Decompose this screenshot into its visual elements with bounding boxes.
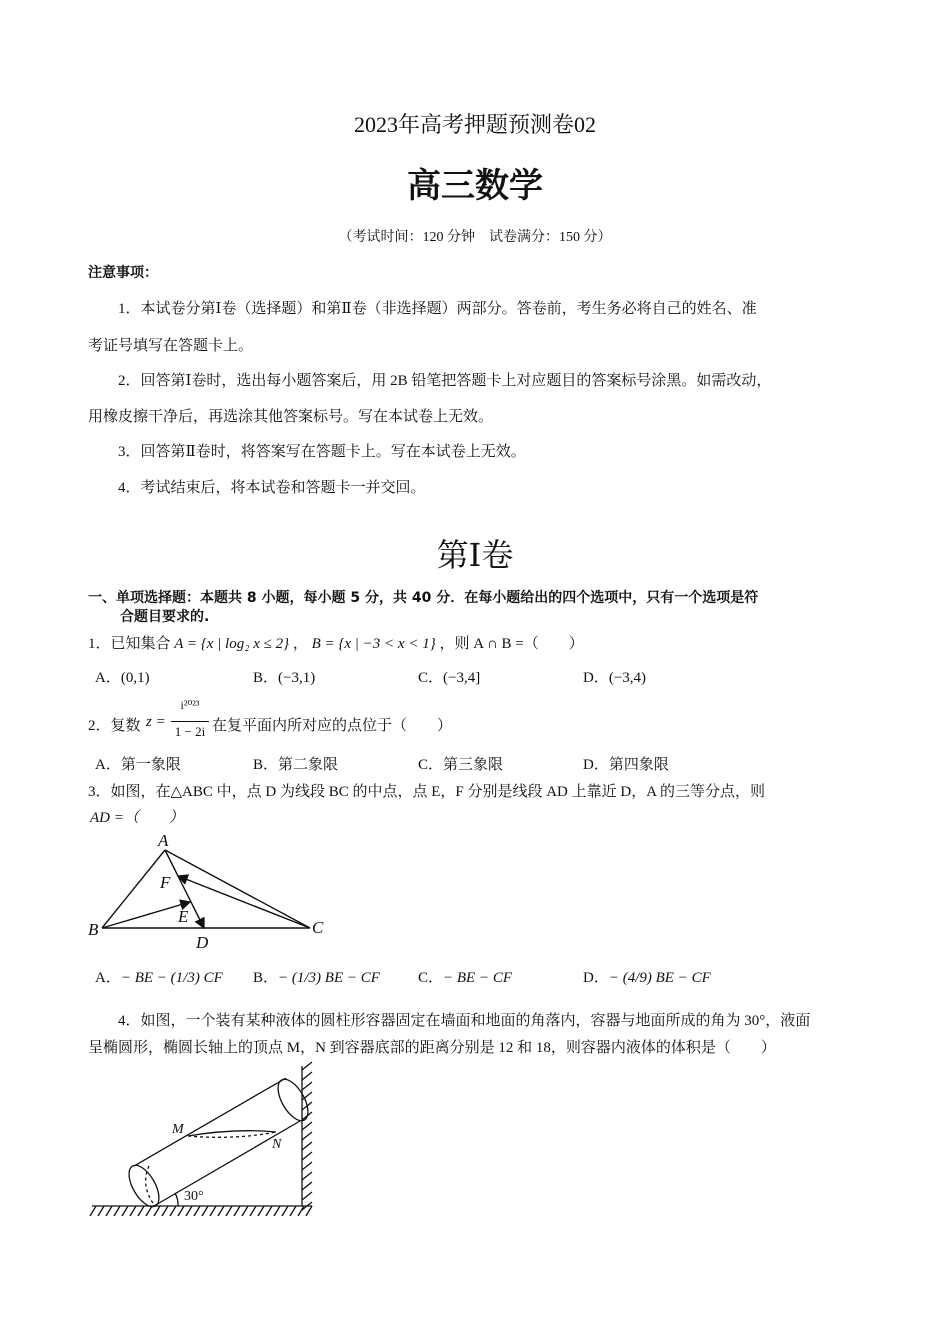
q4-line-1: 4．如图，一个装有某种液体的圆柱形容器固定在墙面和地面的角落内，容器与地面所成的角为 30°，液面 <box>118 1013 811 1029</box>
q3-option-a-label: A． <box>95 970 121 986</box>
q2-option-b: B．第二象限 <box>253 757 339 773</box>
section-1-line-1: 一、单项选择题：本题共 8 小题，每小题 5 分，共 40 分．在每小题给出的四个选项中，只有一个选项是符 <box>88 590 759 606</box>
q3-option-a-value: − BE − (1/3) CF <box>120 970 223 986</box>
q3-line-1: 3．如图，在△ABC 中，点 D 为线段 BC 的中点，点 E，F 分别是线段 AD 上靠近 D，A 的三等分点，则 <box>88 784 765 800</box>
q4-liquid-surface-front <box>188 1131 276 1136</box>
q3-label-b: B <box>88 920 99 939</box>
q3-label-c: C <box>312 918 324 937</box>
q2-z: z = <box>146 714 166 730</box>
q1-set-a: A = {x | log₂ x ≤ 2} <box>174 636 290 652</box>
q1-option-a-label: A． <box>95 670 121 686</box>
q4-angle-label: 30° <box>184 1189 204 1204</box>
q1-option-b-value: (−3,1) <box>278 670 316 686</box>
q4-liquid-surface-back <box>188 1132 276 1137</box>
q2-denominator: 1 − 2i <box>174 724 206 739</box>
section-1-line-2: 合题目要求的. <box>120 609 210 625</box>
q3-option-d-label: D． <box>583 970 609 986</box>
q4-angle-arc <box>175 1193 178 1206</box>
q3-label-f: F <box>160 873 171 892</box>
notice-item-3: 3．回答第Ⅱ卷时，将答案写在答题卡上。写在本试卷上无效。 <box>118 444 526 460</box>
q1-option-c-label: C． <box>418 670 444 686</box>
q3-option-c-value: − BE − CF <box>443 970 513 986</box>
subject-title: 高三数学 <box>407 166 543 206</box>
q3-label-d: D <box>196 933 209 952</box>
q3-option-d-value: − (4/9) BE − CF <box>608 970 711 986</box>
notice-item-4: 4．考试结束后，将本试卷和答题卡一并交回。 <box>118 480 426 496</box>
part-title: 第Ⅰ卷 <box>436 537 514 573</box>
q2-option-d: D．第四象限 <box>583 757 669 773</box>
q3-line-2: AD =（ ） <box>90 810 184 826</box>
notice-item-2-line-2: 用橡皮擦干净后，再选涂其他答案标号。写在本试卷上无效。 <box>88 409 494 425</box>
q1-set-b: B = {x | −3 < x < 1} <box>311 636 436 652</box>
q2-option-c: C．第三象限 <box>418 757 504 773</box>
q3-option-b-label: B． <box>253 970 279 986</box>
notice-item-1-line-1: 1．本试卷分第Ⅰ卷（选择题）和第Ⅱ卷（非选择题）两部分。答卷前，考生务必将自己的姓名、准 <box>118 301 757 317</box>
q1-sep: ， <box>292 636 308 652</box>
q3-label-e: E <box>178 907 189 926</box>
notice-item-1-line-2: 考证号填写在答题卡上。 <box>88 338 254 354</box>
q2-option-a: A．第一象限 <box>95 757 181 773</box>
q4-line-2: 呈椭圆形，椭圆长轴上的顶点 M，N 到容器底部的距离分别是 12 和 18，则容器内液体的体积是（ ） <box>88 1040 776 1056</box>
exam-title: 2023年高考押题预测卷02 <box>353 112 596 137</box>
exam-info: （考试时间：120 分钟 试卷满分：150 分） <box>338 230 612 245</box>
notice-item-2-line-1: 2．回答第Ⅰ卷时，选出每小题答案后，用 2B 铅笔把答题卡上对应题目的答案标号涂黑。如需改动， <box>118 373 772 389</box>
q3-option-b-value: − (1/3) BE − CF <box>278 970 380 986</box>
q2-numerator: i²⁰²³ <box>180 698 200 712</box>
q1-option-a-value: (0,1) <box>120 670 150 686</box>
q1-option-b-label: B． <box>253 670 279 686</box>
q4-wall-hatch <box>302 1062 312 1210</box>
q1-option-c-value: (−3,4] <box>443 670 481 686</box>
q3-label-a: A <box>158 831 169 850</box>
q4-ground-hatch <box>90 1206 312 1216</box>
q4-label-n: N <box>272 1137 282 1152</box>
q2-suffix: 在复平面内所对应的点位于（ ） <box>212 718 453 734</box>
notice-heading: 注意事项： <box>88 265 158 281</box>
q1-option-d-label: D． <box>583 670 609 686</box>
q3-option-c-label: C． <box>418 970 444 986</box>
q2-prefix: 2．复数 <box>88 718 141 734</box>
q4-label-m: M <box>172 1122 184 1137</box>
q1-prefix: 1．已知集合 <box>88 636 171 652</box>
q1-suffix: ，则 A ∩ B =（ ） <box>439 636 584 652</box>
q1-option-d-value: (−3,4) <box>608 670 647 686</box>
q4-cylinder-top-edge <box>134 1078 286 1166</box>
q4-cylinder-base-hidden <box>146 1166 155 1206</box>
